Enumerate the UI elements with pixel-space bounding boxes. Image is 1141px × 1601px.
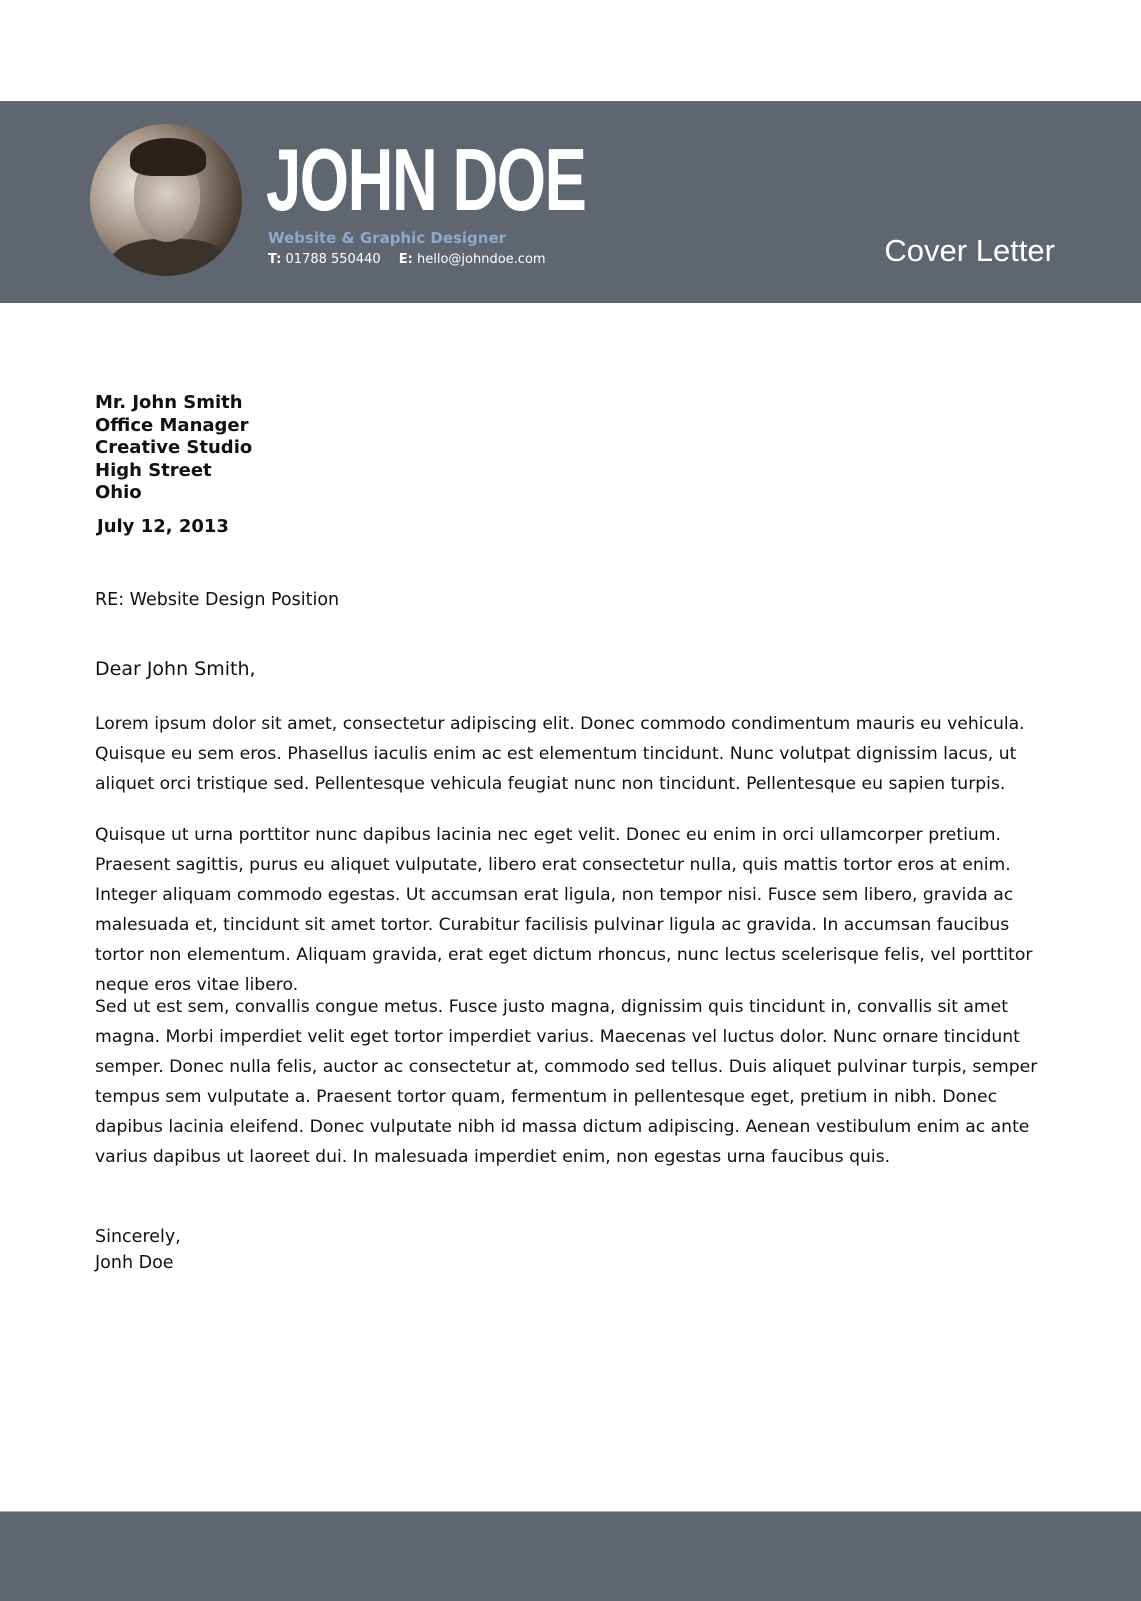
body-paragraph: Quisque ut urna porttitor nunc dapibus lacinia nec eget velit. Donec eu enim in orci ullamcorper pretium. Praesent sagittis, purus eu aliquet vulputate, libero erat consectetur nulla, quis mattis tortor eros at enim. Integer aliquam commodo egestas. Ut accumsan erat ligula, non tempor nisi. Fusce sem libero, gravida ac malesuada et, tincidunt sit amet tortor. Curabitur facilisis pulvinar ligula ac gravida. In accumsan faucibus tortor non elementum. Aliquam gravida, erat eget dictum rhoncus, nunc lectus scelerisque felis, vel porttitor neque eros vitae libero. <box>95 825 1033 995</box>
applicant-role: Website & Graphic Designer <box>268 229 507 247</box>
profile-photo <box>90 124 242 276</box>
body-paragraph: Lorem ipsum dolor sit amet, consectetur adipiscing elit. Donec commodo condimentum mauris eu vehicula. Quisque eu sem eros. Phasellus iaculis enim ac est elementum tincidunt. Nunc volutpat dignissim lacus, ut aliquet orci tristique sed. Pellentesque vehicula feugiat nunc non tincidunt. Pellentesque eu sapien turpis. <box>95 714 1025 794</box>
closing-block <box>95 1224 181 1276</box>
email-label: E: <box>398 252 413 267</box>
document-title: Cover Letter <box>884 233 1055 268</box>
greeting: Dear John Smith, <box>95 658 256 680</box>
footer-band <box>0 1511 1141 1601</box>
recipient-company: Creative Studio <box>95 437 253 458</box>
recipient-state: Ohio <box>95 482 142 503</box>
letter-date: July 12, 2013 <box>97 516 229 537</box>
phone-label: T: <box>268 252 282 267</box>
recipient-title: Office Manager <box>95 414 249 436</box>
photo-body <box>110 239 230 276</box>
subject-line: RE: Website Design Position <box>95 590 340 610</box>
contact-line <box>268 252 546 267</box>
recipient-street: High Street <box>95 459 212 481</box>
closing: Sincerely, <box>95 1227 181 1247</box>
email: hello@johndoe.com <box>417 252 546 267</box>
recipient-name: Mr. John Smith <box>95 392 243 413</box>
recipient-address <box>95 392 252 505</box>
applicant-name: JOHN DOE <box>266 130 586 229</box>
body-paragraph: Sed ut est sem, convallis congue metus. Fusce justo magna, dignissim quis tincidunt in, convallis sit amet magna. Morbi imperdiet velit eget tortor imperdiet varius. Maecenas vel luctus dolor. Nunc ornare tincidunt semper. Donec nulla felis, auctor ac consectetur at, commodo sed tellus. Duis aliquet pulvinar turpis, semper tempus sem vulputate a. Praesent tortor quam, fermentum in pellentesque eget, pretium in nibh. Donec dapibus lacinia eleifend. Donec vulputate nibh id massa dictum adipiscing. Aenean vestibulum enim ac ante varius dapibus ut laoreet dui. In malesuada imperdiet enim, non egestas urna faucibus quis. <box>95 997 1038 1167</box>
phone: 01788 550440 <box>285 252 381 267</box>
signature: Jonh Doe <box>95 1253 174 1273</box>
photo-hair <box>130 138 206 176</box>
